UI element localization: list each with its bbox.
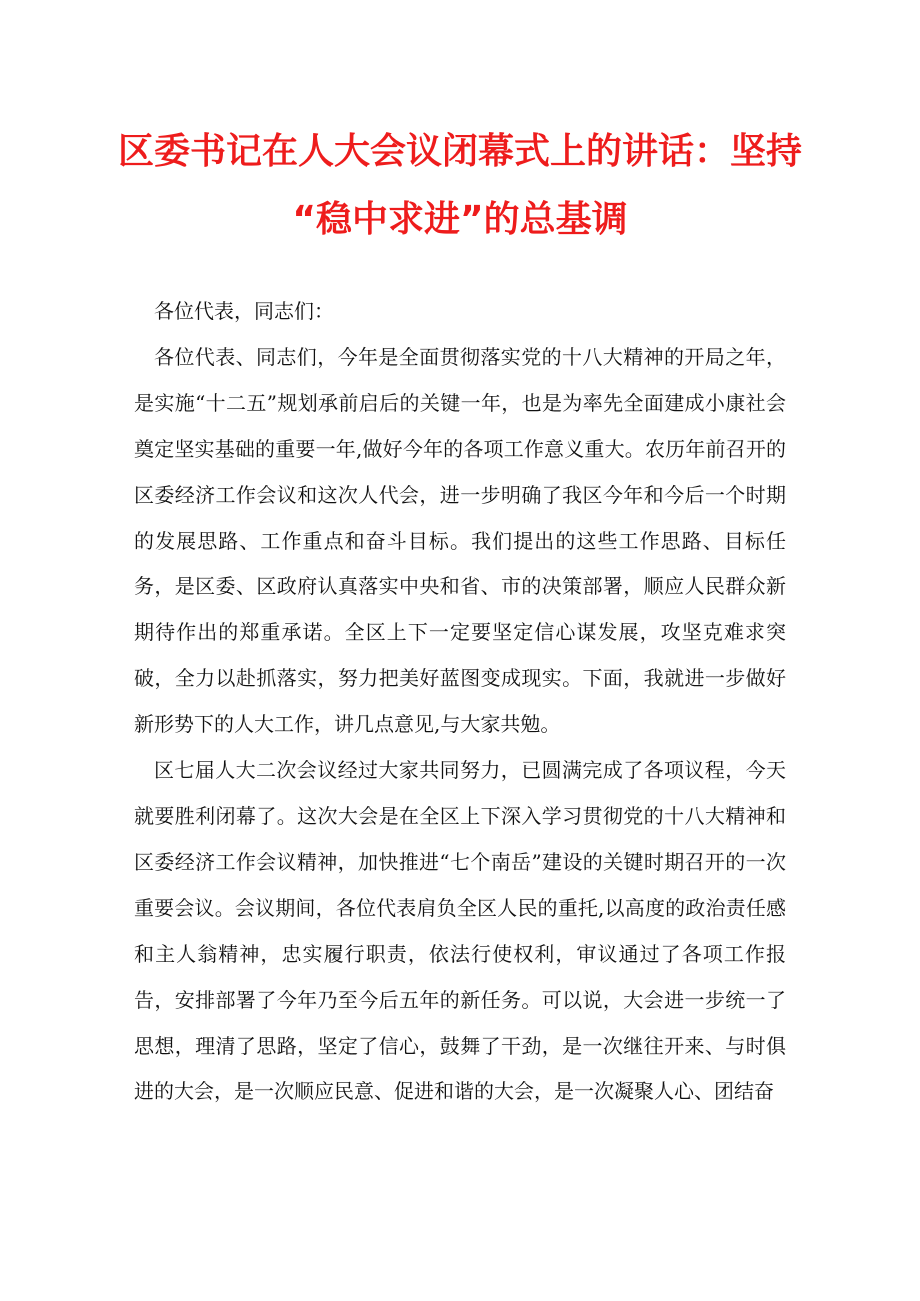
title-line-2: “稳中求进”的总基调 (292, 199, 628, 240)
paragraph-2: 区七届人大二次会议经过大家共同努力，已圆满完成了各项议程，今天就要胜利闭幕了。这次大会是在全区上下深入学习贯彻党的十八大精神和区委经济工作会议精神，加快推进“七个南岳”建设的关键时期召开的一次重要会议。会议期间，各位代表肩负全区人民的重托,以高度的政治责任感和主人翁精神，忠实履行职责，依法行使权利，审议通过了各项工作报告，安排部署了今年乃至今后五年的新任务。可以说，大会进一步统一了思想，理清了思路，坚定了信心，鼓舞了干劲，是一次继往开来、与时俱进的大会，是一次顺应民意、促进和谐的大会，是一次凝聚人心、团结奋 (134, 758, 786, 1104)
document-title (100, 118, 820, 254)
paragraph-1: 各位代表、同志们，今年是全面贯彻落实党的十八大精神的开局之年，是实施“十二五”规划承前启后的关键一年，也是为率先全面建成小康社会奠定坚实基础的重要一年,做好今年的各项工作意义重大。农历年前召开的区委经济工作会议和这次人代会，进一步明确了我区今年和今后一个时期的发展思路、工作重点和奋斗目标。我们提出的这些工作思路、目标任务，是区委、区政府认真落实中央和省、市的决策部署，顺应人民群众新期待作出的郑重承诺。全区上下一定要坚定信心谋发展，攻坚克难求突破，全力以赴抓落实，努力把美好蓝图变成现实。下面，我就进一步做好新形势下的人大工作，讲几点意见,与大家共勉。 (134, 344, 786, 737)
document-body (134, 289, 786, 1115)
paragraph-salutation: 各位代表，同志们： (154, 299, 334, 323)
title-line-1: 区委书记在人大会议闭幕式上的讲话：坚持 (117, 131, 802, 172)
